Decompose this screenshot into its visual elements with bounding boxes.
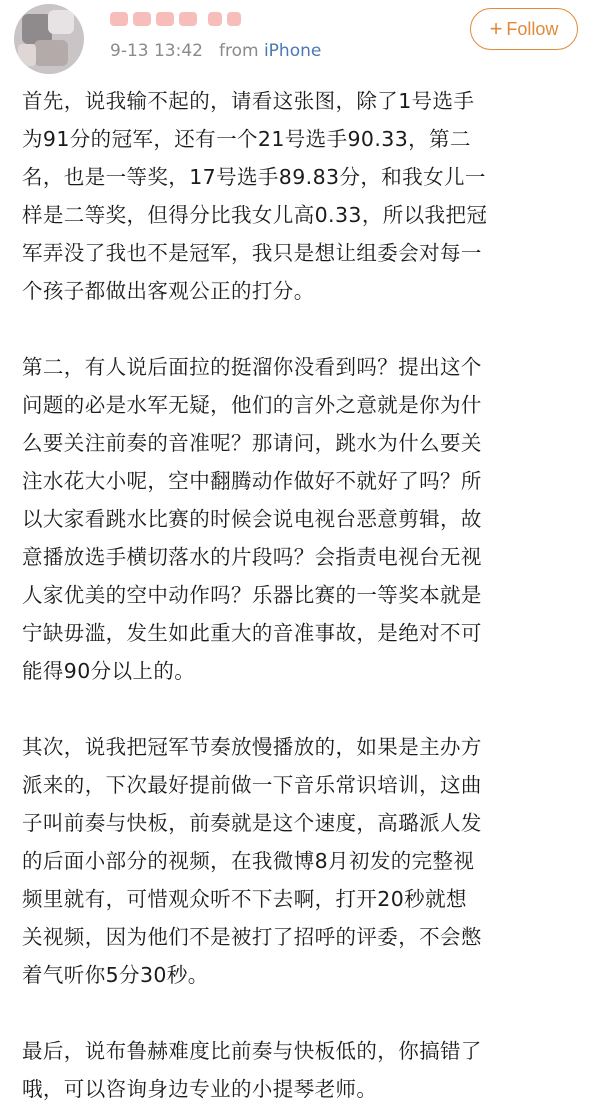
post-timestamp: 9-13 13:42 — [110, 41, 203, 61]
paragraph-1: 首先，说我输不起的，请看这张图，除了1号选手 为91分的冠军，还有一个21号选手90.33，第二 名，也是一等奖，17号选手89.83分，和我女儿一 样是二等奖，但得分比我女儿高0.33，所以我把冠 军弄没了我也不是冠军，我只是想让组委会对每一 个孩子都做出客观公正的打分。 — [22, 89, 488, 303]
source-prefix: from — [218, 41, 259, 61]
paragraph-2: 第二，有人说后面拉的挺溜你没看到吗？提出这个 问题的必是水军无疑，他们的言外之意就是你为什 么要关注前奏的音准呢？那请问，跳水为什么要关 注水花大小呢，空中翻腾动作做好不就好了吗？所 以大家看跳水比赛的时候会说电视台恶意剪辑，故 意播放选手横切落水的片段吗？会指责电视台无视 人家优美的空中动作吗？乐器比赛的一等奖本就是 宁缺毋滥，发生如此重大的音准事故，是绝对不可 能得90分以上的。 — [22, 355, 482, 683]
plus-icon: + — [489, 16, 503, 41]
paragraph-3: 其次，说我把冠军节奏放慢播放的，如果是主办方 派来的，下次最好提前做一下音乐常识培训，这曲 子叫前奏与快板，前奏就是这个速度，高璐派人发 的后面小部分的视频，在我微博8月初发的完整视 频里就有，可惜观众听不下去啊，打开20秒就想 关视频，因为他们不是被打了招呼的评委，不会憋 着气听你5分30秒。 — [22, 735, 482, 987]
follow-label: Follow — [506, 18, 559, 39]
username-redacted[interactable] — [110, 10, 260, 28]
follow-button[interactable] — [470, 8, 578, 50]
post-meta — [110, 41, 321, 61]
post-source[interactable]: iPhone — [263, 41, 322, 61]
paragraph-4: 最后，说布鲁赫难度比前奏与快板低的，你搞错了 哦，可以咨询身边专业的小提琴老师。 — [22, 1039, 482, 1101]
post-body — [22, 82, 588, 1108]
avatar[interactable] — [14, 4, 84, 74]
post-header — [0, 0, 600, 78]
